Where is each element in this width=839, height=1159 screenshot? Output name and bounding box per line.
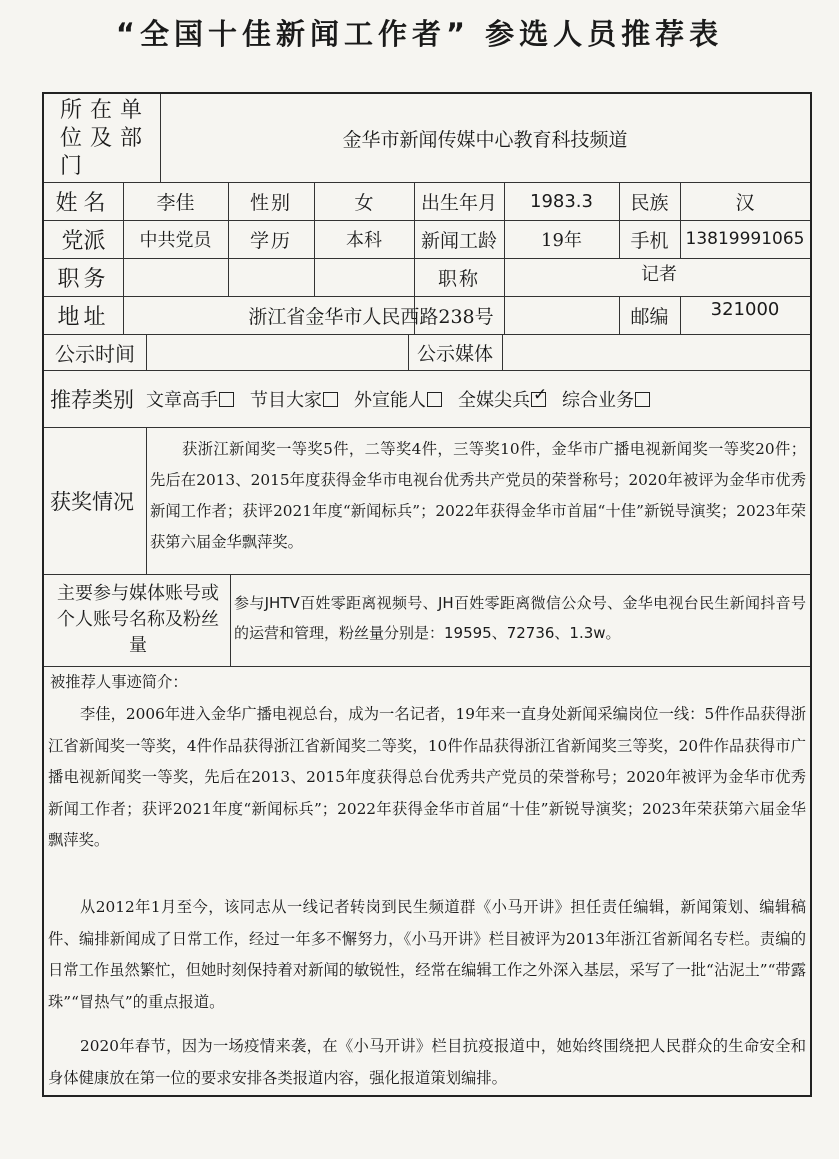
checkbox-icon[interactable] xyxy=(635,392,650,407)
phone-label: 手机 xyxy=(630,229,669,252)
category-option[interactable] xyxy=(354,386,444,412)
checked-checkbox-icon[interactable] xyxy=(531,392,546,407)
category-option-label: 外宣能人 xyxy=(354,389,426,411)
ethnicity-label: 民族 xyxy=(630,191,669,214)
party-value: 中共党员 xyxy=(139,230,212,251)
address-value: 浙江省金华市人民西路238号 xyxy=(248,305,494,328)
party-label: 党派 xyxy=(61,228,106,254)
education-value: 本科 xyxy=(346,230,382,251)
unit-label: 所在单位及部门 xyxy=(60,98,151,179)
birth-label: 出生年月 xyxy=(420,191,497,214)
title-value: 记者 xyxy=(641,264,677,285)
recommendation-form xyxy=(42,92,812,1097)
title-label: 职称 xyxy=(437,267,480,290)
category-label: 推荐类别 xyxy=(50,387,134,412)
category-option-label: 综合业务 xyxy=(562,389,634,411)
awards-label: 获奖情况 xyxy=(50,489,134,514)
row-divider xyxy=(44,666,810,667)
service-years-label: 新闻工龄 xyxy=(420,229,497,252)
form-title: “全国十佳新闻工作者” 参选人员推荐表 xyxy=(115,17,724,51)
checkbox-icon[interactable] xyxy=(427,392,442,407)
education-label: 学历 xyxy=(249,229,292,252)
unit-value: 金华市新闻传媒中心教育科技频道 xyxy=(342,128,628,151)
col-divider xyxy=(146,427,147,574)
birth-value: 1983.3 xyxy=(530,190,593,212)
awards-text: 获浙江新闻奖一等奖5件，二等奖4件，三等奖10件，金华市广播电视新闻奖一等奖20件；先后在2013、2015年度获得金华市电视台优秀共产党员的荣誉称号；2020年被评为金华市优秀新闻工作者；获评2021年度“新闻标兵”；2022年获得金华市首届“十佳”新锐导演奖；2023年荣获第六届金华飘萍奖。 xyxy=(150,440,806,551)
media-accounts-label: 主要参与媒体账号或个人账号名称及粉丝量 xyxy=(57,583,219,656)
col-divider xyxy=(230,574,231,666)
category-option[interactable] xyxy=(146,386,236,412)
publicity-media-value xyxy=(502,334,810,370)
category-options xyxy=(146,370,810,427)
category-option-label: 文章高手 xyxy=(146,389,218,411)
deeds-label: 被推荐人事迹简介： xyxy=(50,673,188,691)
category-option[interactable] xyxy=(458,386,548,412)
deeds-paragraph-1: 李佳，2006年进入金华广播电视总台，成为一名记者，19年来一直身处新闻采编岗位一线：5件作品获得浙江省新闻奖一等奖，4件作品获得浙江省新闻奖二等奖，10件作品获得浙江省新闻奖三等奖，20件作品获得市广播电视新闻奖一等奖，先后在2013、2015年度获得总台优秀共产党员的荣誉称号；2020年被评为金华市优秀新闻工作者；获评2021年度“新闻标兵”；2022年获得金华市首届“十佳”新锐导演奖；2023年荣获第六届金华飘萍奖。 xyxy=(48,705,806,849)
gender-label: 性别 xyxy=(249,191,292,214)
category-option[interactable] xyxy=(250,386,340,412)
row-divider xyxy=(44,574,810,575)
publicity-media-label: 公示媒体 xyxy=(416,342,493,365)
postcode-value: 321000 xyxy=(710,298,780,320)
phone-value: 13819991065 xyxy=(685,229,805,249)
category-option-label: 节目大家 xyxy=(250,389,322,411)
checkbox-icon[interactable] xyxy=(219,392,234,407)
media-accounts-text: 参与JHTV百姓零距离视频号、JH百姓零距离微信公众号、金华电视台民生新闻抖音号的运营和管理，粉丝量分别是：19595、72736、1.3w。 xyxy=(234,594,806,642)
category-option-label: 全媒尖兵 xyxy=(458,389,530,411)
address-label: 地址 xyxy=(57,304,110,330)
publicity-time-value xyxy=(146,334,408,370)
postcode-label: 邮编 xyxy=(630,305,669,328)
position-value xyxy=(123,258,414,296)
publicity-time-label: 公示时间 xyxy=(55,341,135,366)
row-divider xyxy=(44,427,810,428)
deeds-paragraph-2: 从2012年1月至今，该同志从一线记者转岗到民生频道群《小马开讲》担任责任编辑，新闻策划、编辑稿件、编排新闻成了日常工作，经过一年多不懈努力，《小马开讲》栏目被评为2013年浙江省新闻名专栏。责编的日常工作虽然繁忙，但她时刻保持着对新闻的敏锐性，经常在编辑工作之外深入基层，采写了一批“沾泥土”“带露珠”“冒热气”的重点报道。 xyxy=(48,898,806,1011)
ethnicity-value: 汉 xyxy=(735,191,755,214)
service-years-value: 19年 xyxy=(541,230,582,251)
deeds-paragraph-3: 2020年春节，因为一场疫情来袭，在《小马开讲》栏目抗疫报道中，她始终围绕把人民群众的生命安全和身体健康放在第一位的要求安排各类报道内容，强化报道策划编排。 xyxy=(48,1037,806,1087)
name-value: 李佳 xyxy=(156,191,195,214)
name-label: 姓名 xyxy=(55,190,112,216)
gender-value: 女 xyxy=(354,191,374,214)
checkbox-icon[interactable] xyxy=(323,392,338,407)
position-label: 职务 xyxy=(57,266,110,292)
category-option[interactable] xyxy=(562,386,652,412)
